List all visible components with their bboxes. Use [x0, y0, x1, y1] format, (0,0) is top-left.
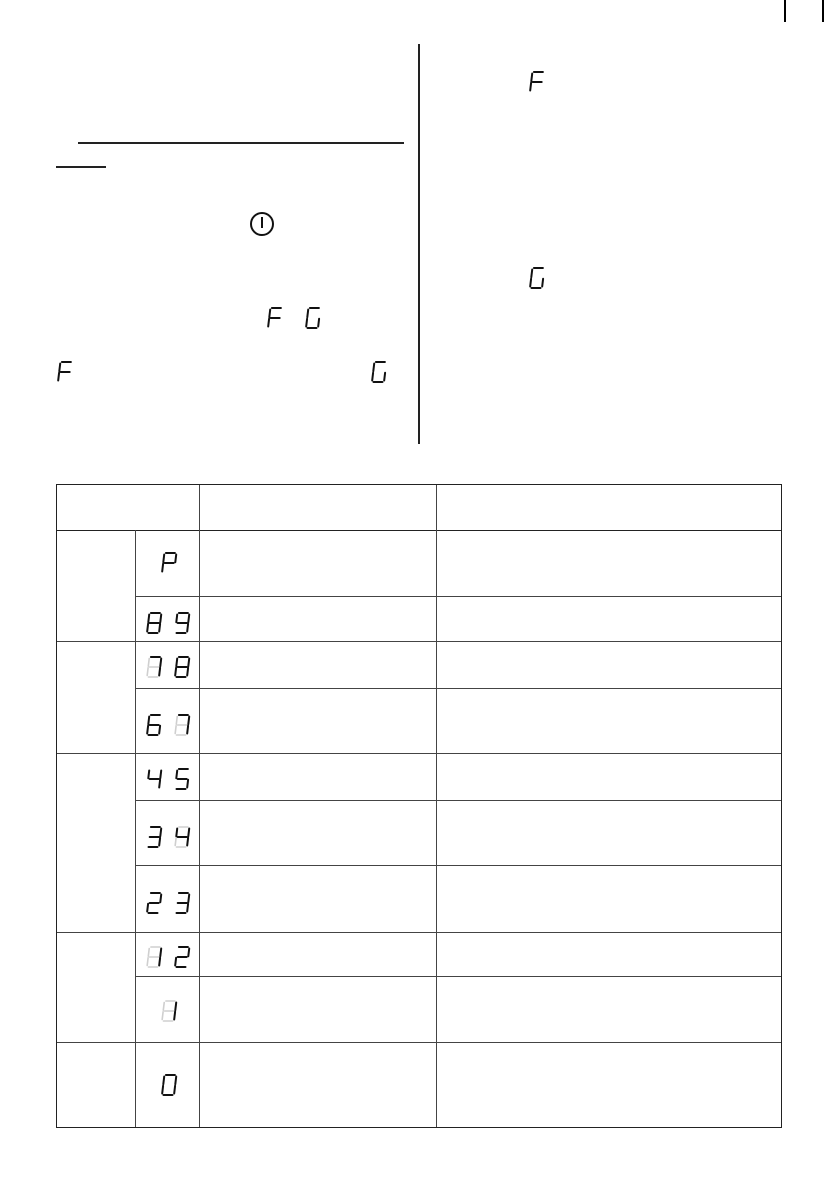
table-header-divider: [57, 530, 781, 531]
segment-symbol-f: [528, 70, 546, 94]
top-mark-right: [822, 0, 824, 22]
segment-symbol-f: [56, 360, 74, 384]
display-7: [145, 655, 163, 679]
display-1: [145, 945, 163, 969]
display-7: [173, 713, 191, 737]
display-4: [145, 767, 163, 791]
display-1: [160, 999, 178, 1023]
segment-symbol-f: [266, 306, 284, 330]
display-6: [145, 713, 163, 737]
table-row-divider: [57, 753, 781, 754]
segment-symbol-g: [528, 266, 546, 290]
display-5: [173, 767, 191, 791]
display-9: [173, 611, 191, 635]
power-icon: [250, 212, 274, 236]
table-row-divider: [57, 641, 781, 642]
display-8: [145, 611, 163, 635]
segment-symbol-g: [370, 360, 388, 384]
column-divider: [418, 44, 420, 444]
table-row-divider: [57, 1042, 781, 1043]
display-4: [173, 825, 191, 849]
table-col-divider: [436, 485, 437, 1127]
settings-table: [56, 484, 782, 1128]
table-row-divider: [135, 976, 781, 977]
table-row-divider: [57, 932, 781, 933]
display-3: [173, 891, 191, 915]
display-2: [173, 945, 191, 969]
text-underline: [78, 142, 404, 144]
text-underline: [56, 166, 106, 168]
display-8: [173, 655, 191, 679]
table-col-divider: [135, 530, 136, 1127]
top-mark-left: [784, 0, 786, 22]
segment-symbol-g: [304, 306, 322, 330]
display-3: [145, 825, 163, 849]
display-p: [160, 551, 178, 575]
table-row-divider: [135, 596, 781, 597]
table-row-divider: [135, 800, 781, 801]
table-row-divider: [135, 688, 781, 689]
table-col-divider: [199, 485, 200, 1127]
display-2: [145, 891, 163, 915]
display-0: [160, 1073, 178, 1097]
table-row-divider: [135, 865, 781, 866]
